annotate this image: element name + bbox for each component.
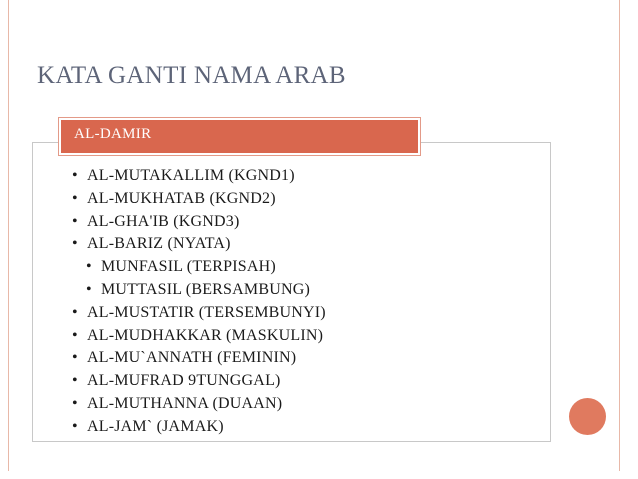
bullet-text: AL-GHA'IB (KGND3) (87, 212, 240, 230)
bullet-text: AL-BARIZ (NYATA) (87, 235, 231, 253)
bullet-item (72, 325, 326, 348)
bullet-text: MUTTASIL (BERSAMBUNG) (101, 280, 310, 298)
content-header-text: AL-DAMIR (74, 126, 152, 142)
bullet-item (72, 347, 326, 370)
bullet-item (72, 370, 326, 393)
bullet-text: AL-MUSTATIR (TERSEMBUNYI) (87, 303, 326, 321)
bullet-dot: • (72, 326, 78, 344)
bullet-dot: • (72, 394, 78, 412)
bullet-dot: • (72, 417, 78, 435)
bullet-item (72, 393, 326, 416)
frame-line-left-top (8, 0, 9, 8)
bullet-text: AL-MUTHANNA (DUAAN) (87, 394, 283, 412)
bullet-dot: • (72, 189, 78, 207)
bullet-list (72, 165, 326, 439)
bullet-text: AL-MU`ANNATH (FEMININ) (87, 349, 297, 367)
decorative-circle (569, 398, 606, 435)
bullet-item (72, 416, 326, 439)
bullet-dot: • (72, 235, 78, 253)
bullet-dot: • (86, 258, 92, 276)
bullet-text: AL-MUKHATAB (KGND2) (87, 189, 276, 207)
bullet-item (72, 188, 326, 211)
bullet-dot: • (86, 280, 92, 298)
bullet-dot: • (72, 372, 78, 390)
bullet-text: AL-MUFRAD 9TUNGGAL) (87, 372, 281, 390)
frame-line-right-top (619, 0, 620, 8)
bullet-dot: • (72, 167, 78, 184)
bullet-item (72, 302, 326, 325)
bullet-item (72, 211, 326, 234)
bullet-text: AL-JAM` (JAMAK) (87, 417, 224, 435)
bullet-item (72, 165, 326, 188)
slide-title: KATA GANTI NAMA ARAB (37, 62, 346, 89)
sub-bullet-item (72, 279, 326, 302)
bullet-text: MUNFASIL (TERPISAH) (101, 258, 276, 276)
bullet-item (72, 233, 326, 256)
sub-bullet-item (72, 256, 326, 279)
bullet-dot: • (72, 303, 78, 321)
bullet-text: AL-MUDHAKKAR (MASKULIN) (87, 326, 324, 344)
bullet-dot: • (72, 349, 78, 367)
content-header-bar (59, 118, 420, 155)
bullet-text: AL-MUTAKALLIM (KGND1) (87, 167, 295, 184)
bullet-dot: • (72, 212, 78, 230)
